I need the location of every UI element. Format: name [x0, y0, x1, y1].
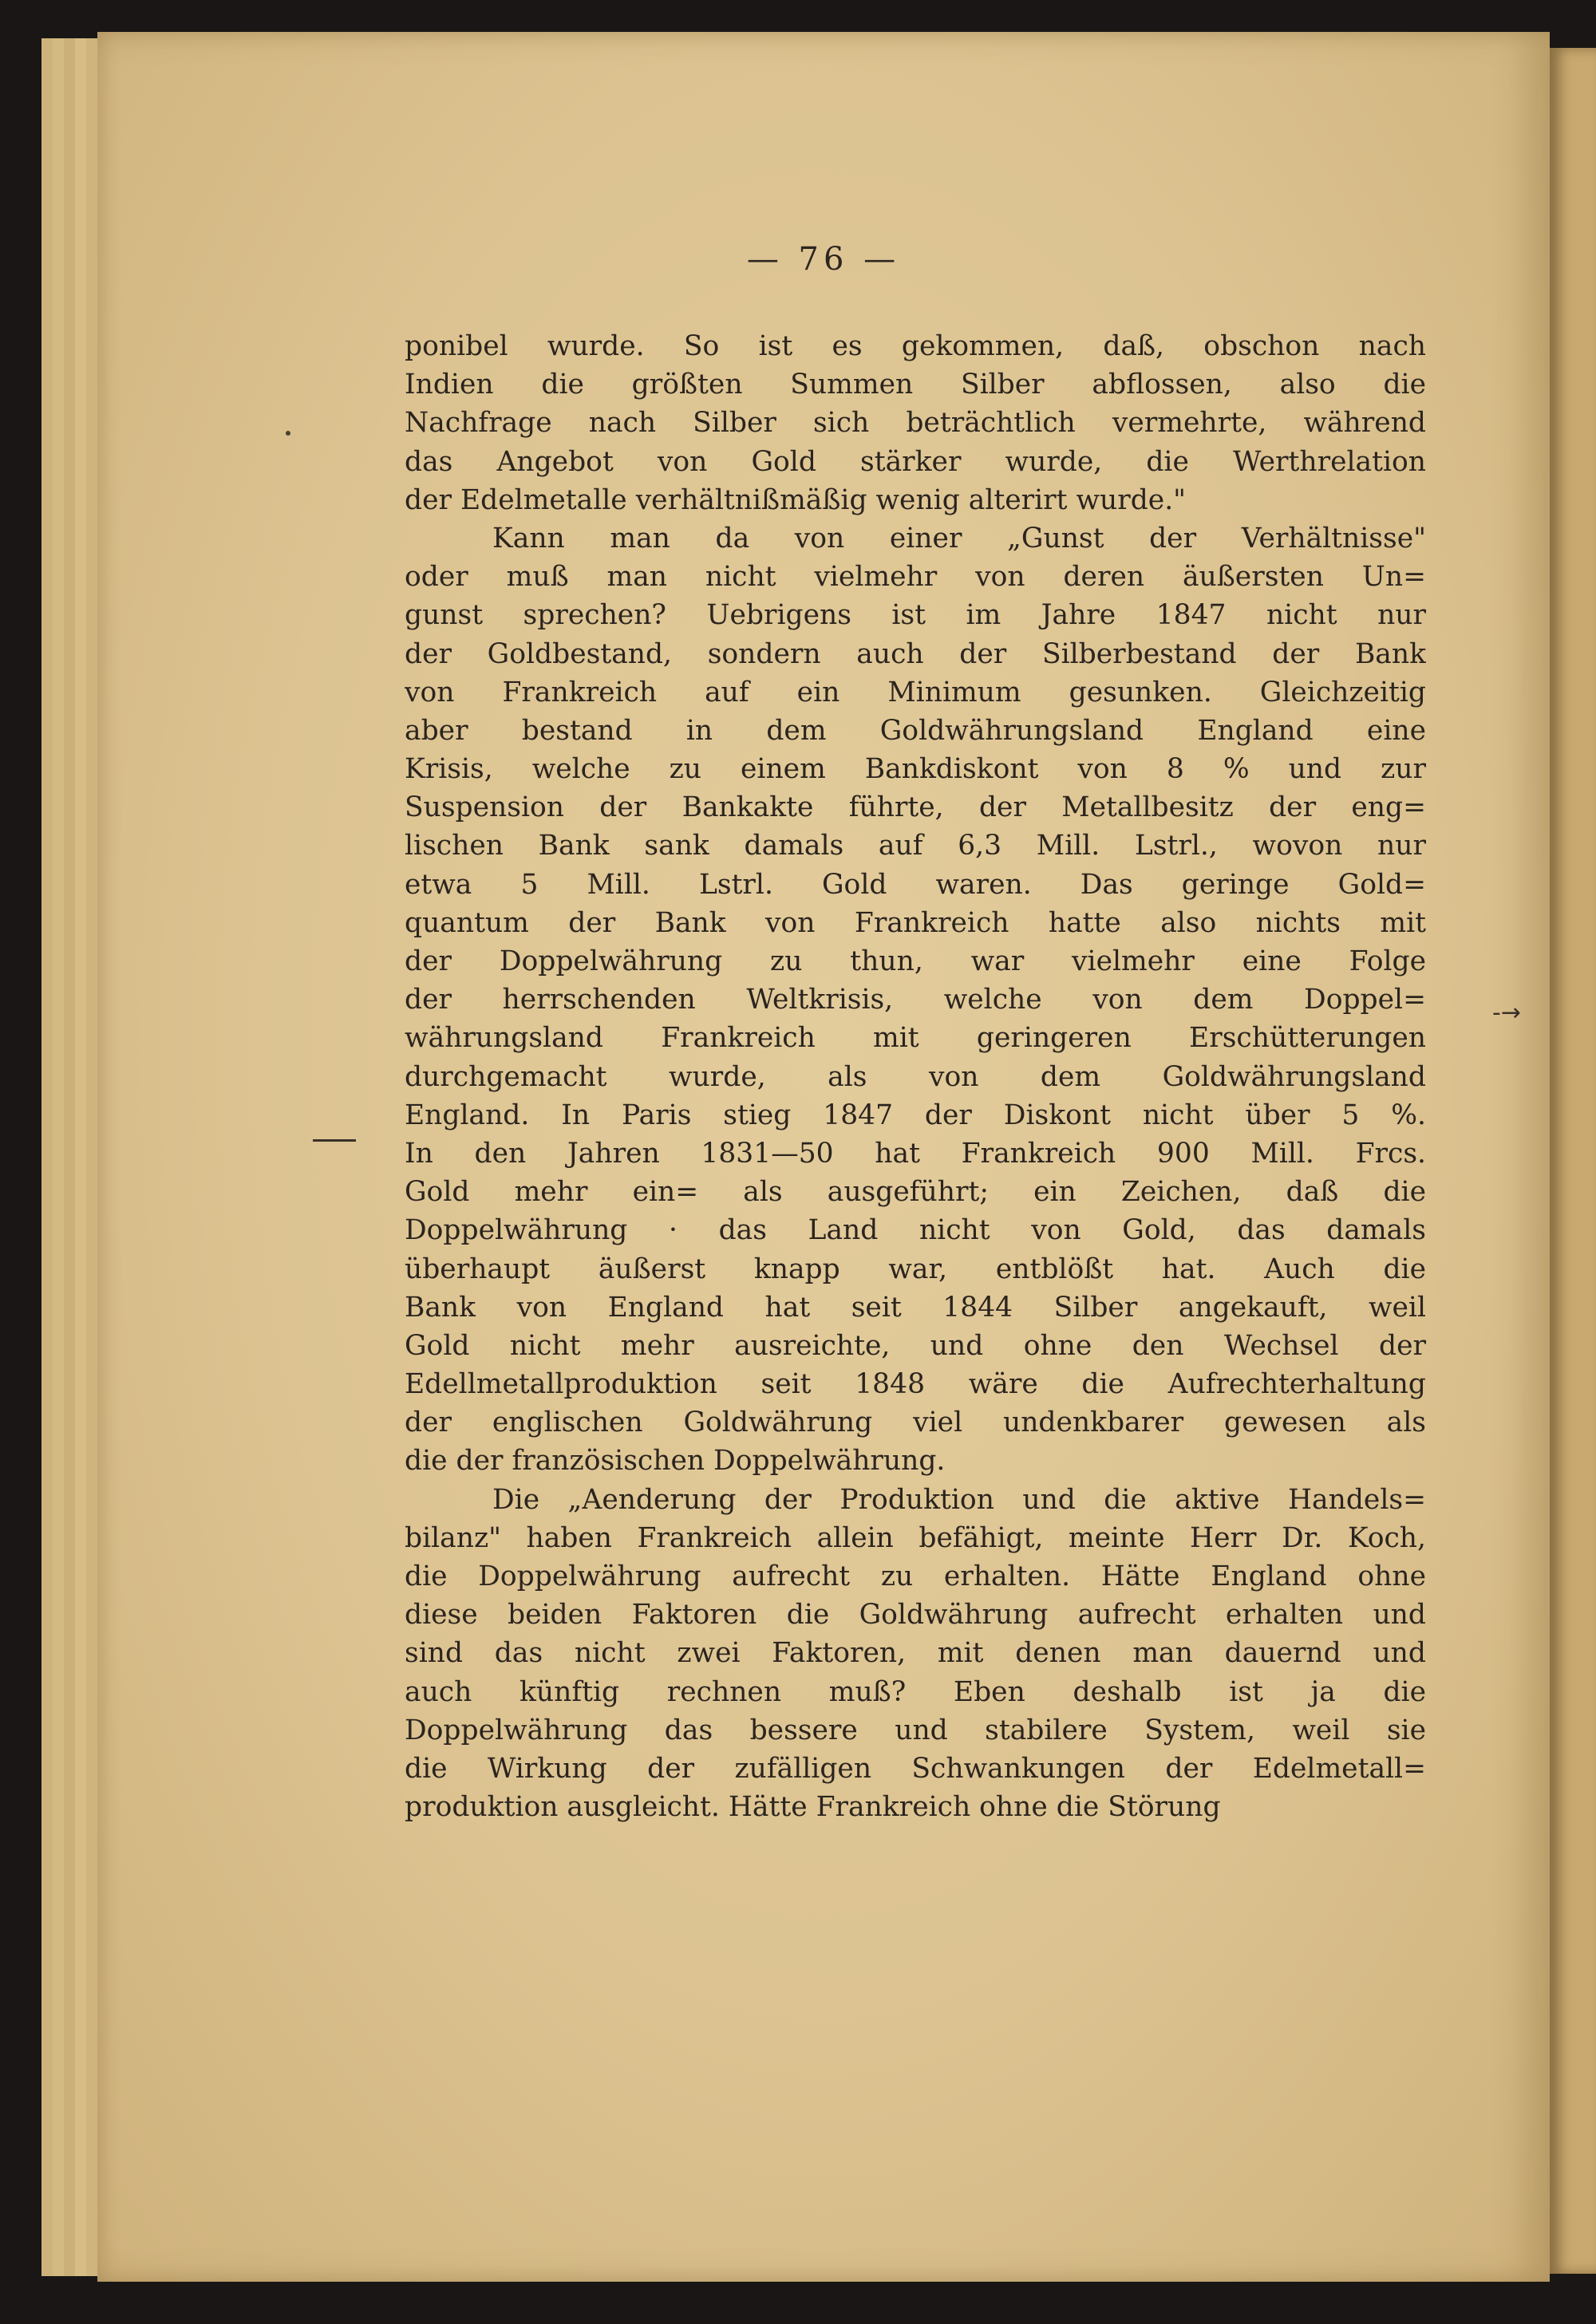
- text-line: von Frankreich auf ein Minimum gesunken. Gleichzeitig: [405, 676, 1426, 708]
- text-line: der englischen Goldwährung viel undenkbarer gewesen als: [405, 1407, 1426, 1439]
- text-line: das Angebot von Gold stärker wurde, die Werthrelation: [405, 445, 1426, 478]
- text-line: Doppelwährung das bessere und stabilere System, weil sie: [405, 1714, 1426, 1746]
- body-text: [405, 327, 1426, 1826]
- text-line: oder muß man nicht vielmehr von deren äußersten Un=: [405, 561, 1426, 594]
- adjacent-page-edge: [1550, 48, 1596, 2274]
- text-line: der Edelmetalle verhältnißmäßig wenig alterirt wurde.": [405, 483, 1187, 516]
- text-line: Suspension der Bankakte führte, der Metallbesitz der eng=: [405, 791, 1426, 824]
- text-line: der Goldbestand, sondern auch der Silberbestand der Bank: [405, 637, 1426, 670]
- text-line: Indien die größten Summen Silber abflossen, also die: [405, 369, 1426, 401]
- text-line: Gold mehr ein= als ausgeführt; ein Zeichen, daß die: [405, 1176, 1426, 1209]
- text-line: der herrschenden Weltkrisis, welche von dem Doppel=: [405, 984, 1426, 1016]
- text-line: die der französischen Doppelwährung.: [405, 1445, 946, 1478]
- text-line: Gold nicht mehr ausreichte, und ohne den Wechsel der: [405, 1329, 1426, 1362]
- page-number: — 76 —: [746, 241, 901, 278]
- text-line: quantum der Bank von Frankreich hatte also nichts mit: [405, 906, 1426, 939]
- margin-arrow-mark: -→: [1492, 999, 1521, 1027]
- book-page: [97, 32, 1550, 2282]
- text-line: bilanz" haben Frankreich allein befähigt, meinte Herr Dr. Koch,: [405, 1521, 1426, 1554]
- text-line: auch künftig rechnen muß? Eben deshalb ist ja die: [405, 1675, 1426, 1708]
- text-line: Kann man da von einer „Gunst der Verhältnisse": [492, 522, 1426, 554]
- margin-dash: [313, 1139, 356, 1142]
- margin-dot: [286, 431, 290, 436]
- text-line: ponibel wurde. So ist es gekommen, daß, obschon nach: [405, 330, 1426, 362]
- text-line: etwa 5 Mill. Lstrl. Gold waren. Das geringe Gold=: [405, 868, 1426, 901]
- text-line: Edellmetallproduktion seit 1848 wäre die Aufrechterhaltung: [405, 1368, 1426, 1401]
- text-line: Nachfrage nach Silber sich beträchtlich vermehrte, während: [405, 407, 1426, 440]
- text-line: Die „Aenderung der Produktion und die aktive Handels=: [492, 1483, 1426, 1516]
- text-line: die Wirkung der zufälligen Schwankungen der Edelmetall=: [405, 1752, 1426, 1785]
- text-line: gunst sprechen? Uebrigens ist im Jahre 1847 nicht nur: [405, 599, 1426, 632]
- text-line: In den Jahren 1831—50 hat Frankreich 900 Mill. Frcs.: [405, 1137, 1426, 1170]
- text-line: durchgemacht wurde, als von dem Goldwährungsland: [405, 1060, 1426, 1093]
- text-line: diese beiden Faktoren die Goldwährung aufrecht erhalten und: [405, 1599, 1426, 1632]
- text-line: England. In Paris stieg 1847 der Diskont nicht über 5 %.: [405, 1099, 1426, 1131]
- text-line: die Doppelwährung aufrecht zu erhalten. Hätte England ohne: [405, 1561, 1426, 1592]
- text-line: überhaupt äußerst knapp war, entblößt hat. Auch die: [405, 1253, 1426, 1285]
- text-line: Doppelwährung · das Land nicht von Gold, das damals: [405, 1214, 1426, 1247]
- text-line: sind das nicht zwei Faktoren, mit denen man dauernd und: [405, 1637, 1426, 1670]
- text-line: Bank von England hat seit 1844 Silber angekauft, weil: [405, 1291, 1426, 1324]
- text-line: aber bestand in dem Goldwährungsland England eine: [405, 714, 1426, 747]
- text-line: der Doppelwährung zu thun, war vielmehr eine Folge: [405, 945, 1426, 977]
- text-line: währungsland Frankreich mit geringeren Erschütterungen: [405, 1022, 1426, 1055]
- text-line: Krisis, welche zu einem Bankdiskont von 8 % und zur: [405, 753, 1426, 786]
- text-line: produktion ausgleicht. Hätte Frankreich ohne die Störung: [405, 1791, 1221, 1824]
- text-line: lischen Bank sank damals auf 6,3 Mill. Lstrl., wovon nur: [405, 830, 1426, 862]
